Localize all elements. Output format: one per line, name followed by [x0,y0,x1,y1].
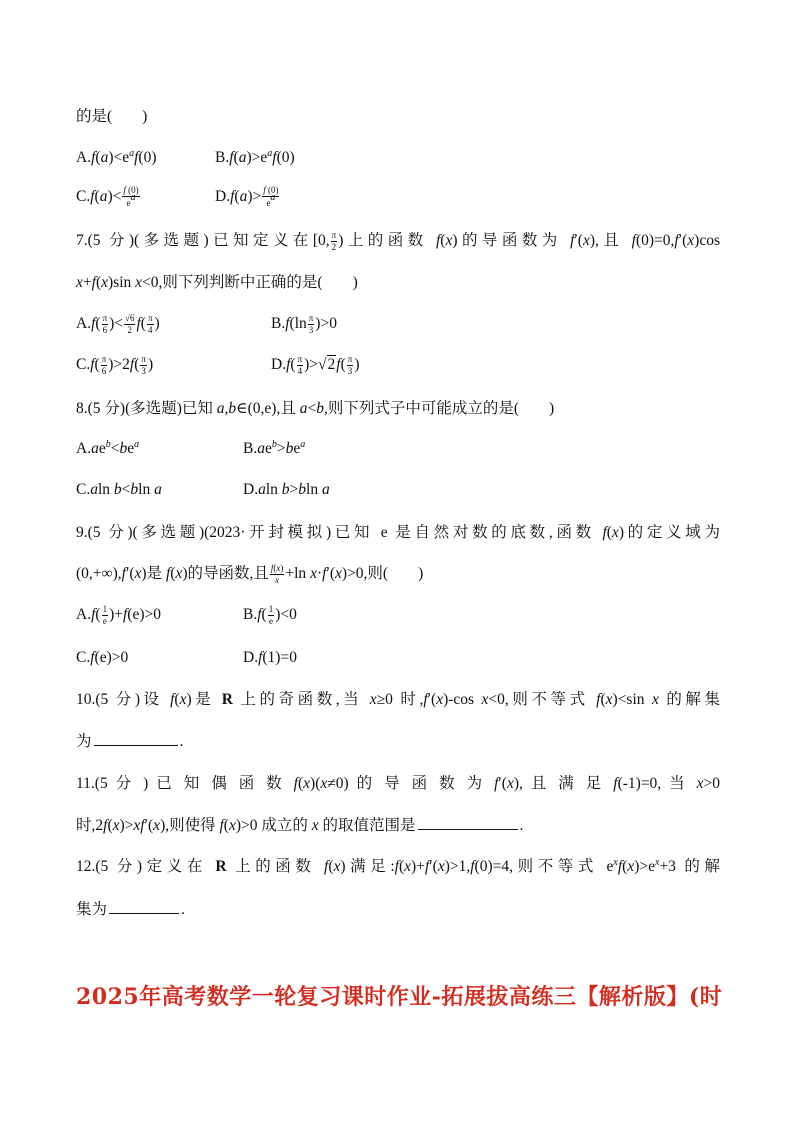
q8-option-c: C.aln b<bln a [76,481,162,498]
next-section-title: 2025年高考数学一轮复习课时作业-拓展拔高练三【解析版】(时 [76,984,723,1010]
q12-line-2: 集为 . [76,901,185,918]
q12-line-1: 12.(5 分)定义在 R 上的函数 f(x)满足:f(x)+f′(x)>1,f(0)=4,则不等式 $e^xf(x)>e^x+3$ 的解 [76,857,721,875]
q7-option-a: A.f( $\frac{\pi}{6}$ )< $\frac{√6}{2}$ f( $\frac{\pi}{4}$ ) [76,312,160,335]
q7-line-1: 7.(5 分)(多选题)已知定义在[0, $\frac{\pi}{2}$ )上的函数 f(x)的导函数为 f′(x),且 f(0)=0,f′(x)cos [76,229,720,252]
q6-tail: 的是( ) [76,108,148,125]
q9-line-1: 9.(5 分)(多选题)(2023·开封模拟)已知 e 是自然对数的底数,函数 f(x)的定义域为 [76,524,720,541]
q8-option-a: $A.ae^b<be^a$ [76,439,140,457]
q10-line-2: 为 . [76,733,184,750]
q9-option-c: C.f(e)>0 [76,649,129,666]
q9-option-d: D.f(1)=0 [243,649,297,666]
q6-option-d: D.f(a)> $\frac{f (0)}{e^a}$ [215,185,279,209]
q8-option-b: $B.ae^b>be^a$ [243,439,306,457]
q7-option-d: D.f( $\frac{\pi}{4}$ )>√2f( $\frac{\pi}{3}$ ) [271,353,360,376]
q7-option-c: C.f( $\frac{\pi}{6}$ )>2f( $\frac{\pi}{3}$ ) [76,353,154,376]
q7-option-b: B.f(ln $\frac{\pi}{3}$ )>0 [271,312,337,335]
q9-line-2: (0,+∞),f′(x)是 f(x)的导函数,且 $\frac{f(x)}{x}$ +ln x·f′(x)>0,则( ) [76,562,424,585]
q6-option-c: C.f(a)< $\frac{f (0)}{e^a}$ [76,185,139,209]
q9-option-a: A.f( $\frac{1}{e}$ )+f(e)>0 [76,603,161,626]
q10-line-1: 10.(5 分)设 f(x)是 R 上的奇函数,当 x≥0 时,f′(x)-cos x<0,则不等式 f(x)<sin x 的解集 [76,691,720,708]
q7-line-2: x+f(x)sin x<0,则下列判断中正确的是( ) [76,274,358,291]
q6-option-b: $B.f(a)>e^af(0)$ [215,148,295,166]
q8-option-d: D.aln b>bln a [243,481,330,498]
q11-line-1: 11.(5 分 ) 已 知 偶 函 数 f(x)(x≠0) 的 导 函 数 为 f′(x), 且 满 足 f(-1)=0, 当 x>0 [76,775,720,792]
q9-option-b: B.f( $\frac{1}{e}$ )<0 [243,603,297,626]
q11-line-2: 时,2f(x)>xf′(x),则使得 f(x)>0 成立的 x 的取值范围是 . [76,817,524,834]
q6-option-a: $A.f(a)<e^af(0)$ [76,148,157,166]
q8-line-1: 8.(5 分)(多选题)已知 a,b∈(0,e),且 a<b,则下列式子中可能成立的是( ) [76,400,555,417]
